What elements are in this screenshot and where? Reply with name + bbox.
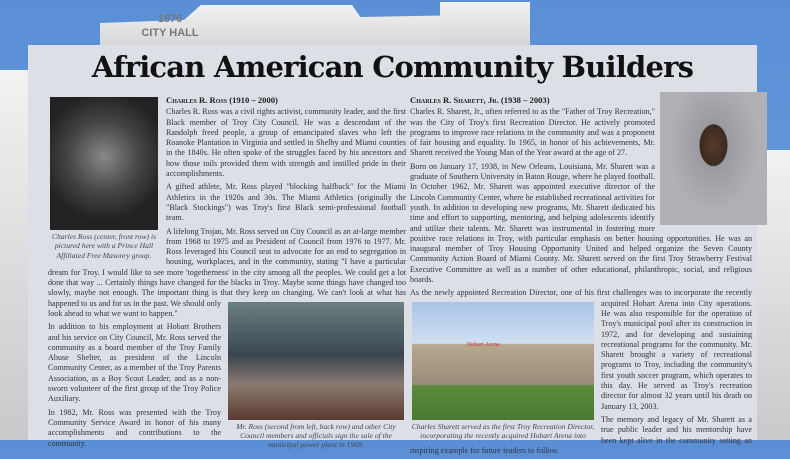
section-heading: Charles R. Sharett, Jr. (1938 – 2003) <box>410 95 550 105</box>
ross-column <box>48 95 406 452</box>
council-signing-photo <box>228 302 404 420</box>
sharett-paragraph: The memory and legacy of Mr. Sharett as a true public leader and his mentorship have been kept alive in the community setting an inspiring example for future leaders to follow. <box>410 414 752 455</box>
photo-caption: Charles Sharett served as the first Troy Recreation Director, incorporating the recently acquired Hobart Arena into <box>411 421 595 441</box>
hobart-arena-figure <box>410 302 596 441</box>
ross-paragraph: In 1982, Mr. Ross was presented with the Troy Community Service Award in honor of his many accomplishments and contributions to the community. <box>48 407 221 448</box>
ross-paragraph: A gifted athlete, Mr. Ross played "blocking halfback" for the Miami Athletics in the 1920s and 30s. The Miami Athletics (originally the "Black Stockings") was Troy's first Black semi-professional football team. <box>166 182 406 223</box>
sharett-paragraph: Charles R. Sharett, Jr., often referred to as the "Father of Troy Recreation," was the City of Troy's first Recreation Director. He actively promoted programs to improve race relations in the community and was a proponent of fair housing and equality. In 1965, in honor of his achievements, Mr. Sharett received the Young Man of the Year award at the age of 27. <box>410 107 655 158</box>
council-signing-figure <box>226 302 406 450</box>
sharett-portrait <box>660 92 767 225</box>
masonry-group-photo <box>50 97 158 230</box>
sharett-paragraph: Born on January 17, 1938, in New Orleans, Louisiana, Mr. Sharett was a graduate of Southern University in Baton Rouge, where he played football. In October 1962, Mr. Sharett was appointed executive director of the Lincoln Community Center, where he established recreational activities for youth. In addition to developing new programs, Mr. Sharett dedicated his time and effort to supporting, mentoring, and helping adolescents identify and utilize their talents. Mr. Sharett was instrumental in fostering more positive race relations in Troy, with particular emphasis on better housing opportunities. He was an inaugural member of Troy Housing Opportunity United and helped organize the Seven County Community Action Board of Miami County. Mr. Sharett served on the first Troy Strawberry Festival Executive Committee as well as a number of other educational, philanthropic, social, and religious boards. <box>410 161 752 285</box>
ross-paragraph: In addition to his employment at Hobart Brothers and his service on City Council, Mr. Ross served the community as a board member of the Troy Family Abuse Shelter, as president of the Lincoln Community Center, as a member of the Troy Parents Association, as a Boy Scout Leader, and as a non-sworn volunteer of the first group of the Troy Police Auxiliary. <box>48 322 221 404</box>
building-sign: 1876 CITY HALL <box>141 13 199 39</box>
content-panel <box>28 45 757 455</box>
sharett-column <box>410 95 752 459</box>
ross-paragraph: A lifelong Trojan, Mr. Ross served on City Council as an at-large member from 1968 to 1975 and as President of Council from 1976 to 1977. Mr. Ross leveraged his Council seat to advocate for an end to segregation in housing, workplaces, and in the community, stating "I have a particular dream for Troy. I would like to see more 'togetherness' in the city among all the peoples. We could get a lot done that way ... Certainly things have changed for the blacks in Troy. Maybe some things have changed too slowly, maybe not enough. The important thing is that they keep on changing. We can't look at what Mr. Ross (second from left, back row) and other City Council members and officials sign the sale of the municipal power plant in 1969. has happened to us and for us in the past. We should only look ahead to what we want to happen." <box>48 226 406 450</box>
ross-paragraph: Charles R. Ross was a civil rights activist, community leader, and the first Black member of Troy City Council. He was a descendant of the Randolph freed people, a group of emancipated slaves who left the Roanoke Plantation in Virginia and settled in Shelby and Miami counties in the 1840s. He often spoke of the struggles faced by his ancestors and how those toils provided them with strength and instilled pride in their accomplishments. <box>166 107 406 179</box>
hobart-arena-photo <box>412 302 594 420</box>
masonry-group-figure <box>48 97 160 260</box>
photo-caption: Charles Ross (center, front row) is pictured here with a Prince Hall Affiliated Free Masonry group. <box>51 232 157 260</box>
arena-sign: Hobart Arena <box>467 341 500 348</box>
sharett-paragraph: As the newly appointed Recreation Director, one of his first challenges was to incorporate the recently Hobart Arena Charles Sharett served as the first Troy Recreation Director, incorporating the recently acquired Hobart Arena into acquired Hobart Arena into City operations. He was also responsible for the operation of Troy's municipal pool after its construction in 1972, and for developing and sustaining recreational programs for the community. Mr. Sharett brought a variety of recreational programs to Troy, including the community's first youth soccer program, which operates to this day. He served as Troy's recreation director for almost 32 years until his death on January 13, 2003. <box>410 288 752 441</box>
section-heading: Charles R. Ross (1910 – 2000) <box>166 95 278 105</box>
photo-caption: Mr. Ross (second from left, back row) and other City Council members and officials sign the sale of the municipal power plant in 1969. <box>236 421 396 450</box>
page-title: African American Community Builders <box>91 50 694 84</box>
